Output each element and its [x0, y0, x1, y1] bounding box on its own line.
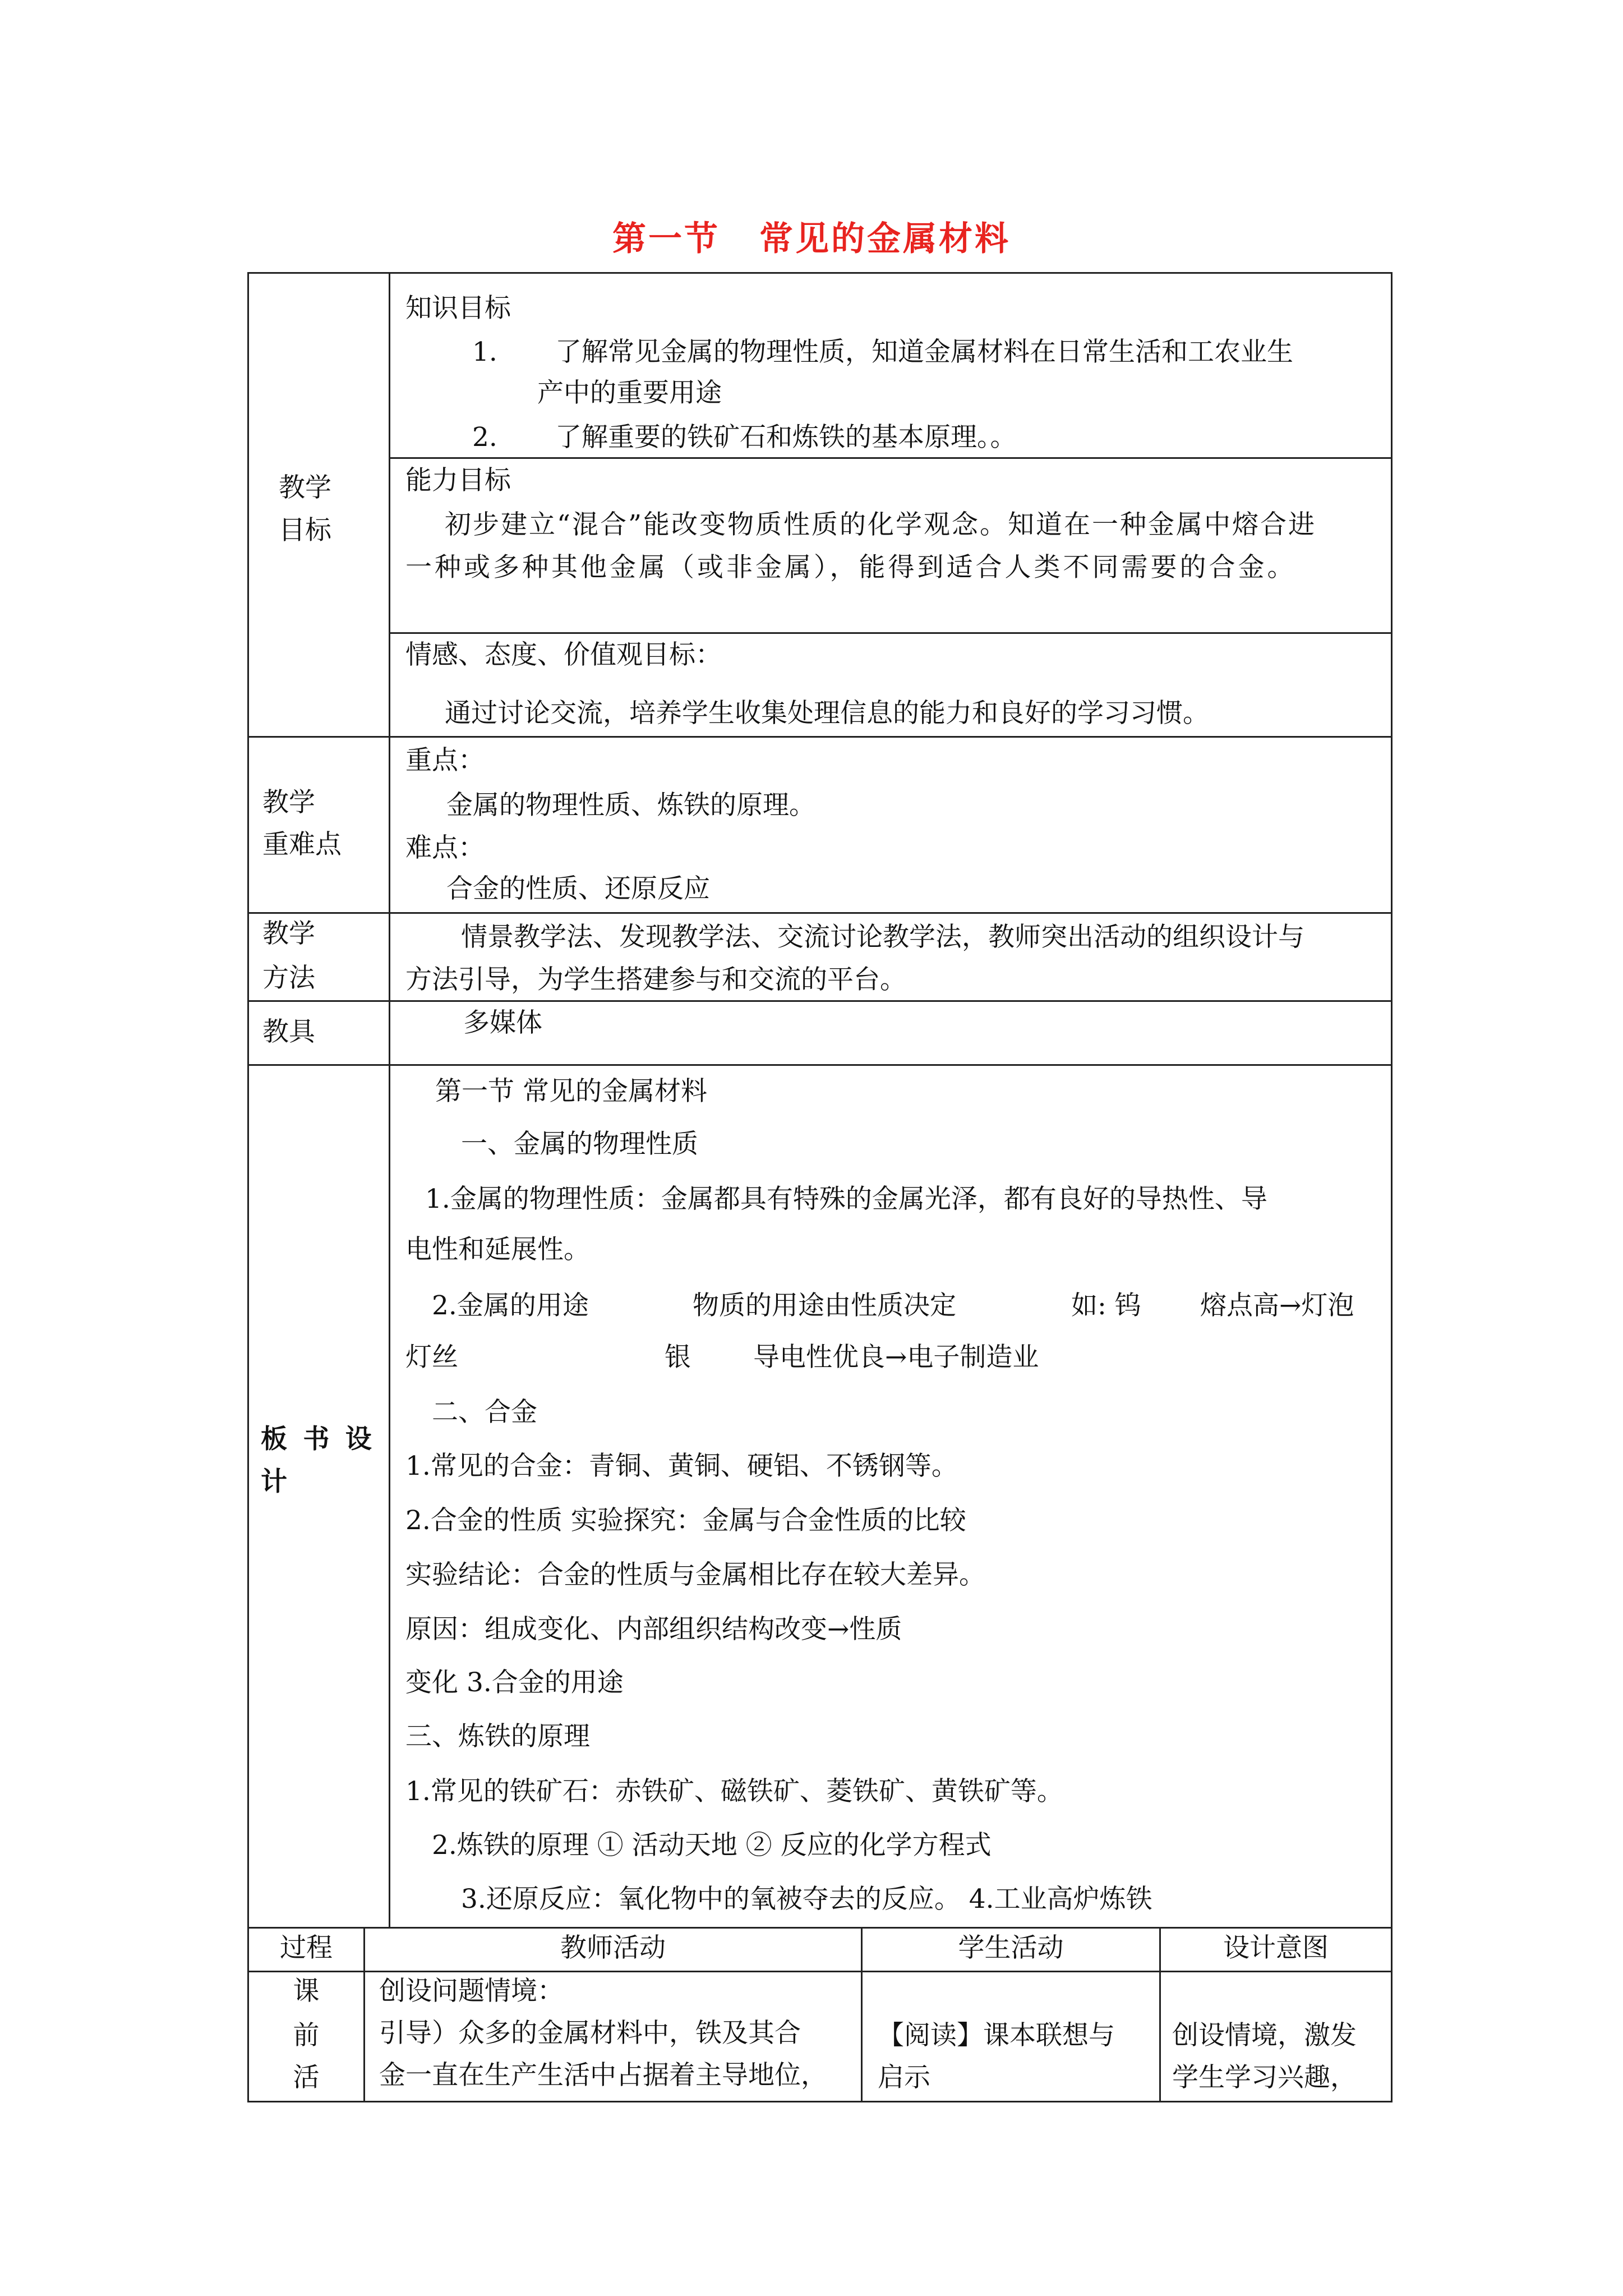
ability-line2: 一种或多种其他金属（或非金属），能得到适合人类不同需要的合金。 — [405, 552, 1297, 583]
board-label-1: 板 书 设 — [261, 1424, 375, 1455]
knowledge-heading: 知识目标 — [405, 293, 511, 324]
stage-char-2: 前 — [293, 2020, 320, 2051]
teacher-line-1: 创设问题情境： — [379, 1976, 564, 2007]
teacher-line-2: 引导）众多的金属材料中，铁及其合 — [379, 2018, 801, 2049]
method-line1: 情景教学法、发现教学法、交流讨论教学法，教师突出活动的组织设计与 — [461, 922, 1304, 953]
board-line-12: 1.常见的合金：青铜、黄铜、硬铝、不锈钢等。 — [405, 1451, 958, 1481]
goals-label-1: 教学 — [279, 472, 331, 503]
key-point-heading: 重点： — [405, 745, 485, 776]
board-line-3: 电性和延展性。 — [405, 1234, 590, 1265]
board-line-17: 三、炼铁的原理 — [405, 1721, 590, 1752]
tools-label: 教具 — [262, 1016, 315, 1047]
key-point-text: 金属的物理性质、炼铁的原理。 — [446, 790, 815, 821]
header-teacher: 教师活动 — [560, 1932, 666, 1963]
stage-char-3: 活 — [293, 2062, 320, 2093]
emotion-heading: 情感、态度、价值观目标： — [405, 639, 722, 670]
student-line-1: 【阅读】课本联想与 — [878, 2020, 1115, 2051]
board-line-16: 变化 3.合金的用途 — [405, 1667, 624, 1698]
method-line2: 方法引导，为学生搭建参与和交流的平台。 — [405, 964, 906, 995]
goals-label-2: 目标 — [279, 515, 331, 546]
difficulty-label-2: 重难点 — [262, 829, 342, 860]
header-intent: 设计意图 — [1223, 1932, 1329, 1963]
board-line-1: 一、金属的物理性质 — [461, 1129, 698, 1159]
knowledge-item1-line2: 产中的重要用途 — [537, 378, 722, 408]
board-line-4: 2.金属的用途 — [432, 1290, 589, 1321]
board-line-6: 如: 钨 — [1071, 1290, 1141, 1321]
board-line-11: 二、合金 — [432, 1397, 537, 1428]
emotion-line1: 通过讨论交流，培养学生收集处理信息的能力和良好的学习习惯。 — [445, 698, 1209, 729]
board-line-20: 3.还原反应：氧化物中的氧被夺去的反应。 4.工业高炉炼铁 — [461, 1884, 1152, 1915]
title-part2: 常见的金属材料 — [759, 219, 1011, 259]
title-part1: 第一节 — [612, 219, 720, 259]
board-line-2: 1.金属的物理性质：金属都具有特殊的金属光泽，都有良好的导热性、导 — [425, 1184, 1267, 1214]
board-line-0: 第一节 常见的金属材料 — [435, 1076, 707, 1107]
teacher-line-3: 金一直在生产生活中占据着主导地位， — [379, 2060, 827, 2091]
hard-point-heading: 难点： — [405, 832, 485, 863]
board-line-14: 实验结论：合金的性质与金属相比存在较大差异。 — [405, 1559, 985, 1590]
board-line-7: 熔点高→灯泡 — [1200, 1290, 1354, 1321]
board-line-8: 灯丝 — [405, 1342, 458, 1373]
header-process: 过程 — [280, 1932, 333, 1963]
difficulty-label-1: 教学 — [262, 787, 315, 818]
board-line-15: 原因：组成变化、内部组织结构改变→性质 — [405, 1614, 902, 1645]
tools-text: 多媒体 — [463, 1007, 542, 1038]
method-label-2: 方法 — [262, 963, 315, 993]
knowledge-item1-num: 1. — [472, 337, 497, 367]
method-label-1: 教学 — [262, 918, 315, 949]
page-title — [0, 212, 1623, 260]
board-line-19: 2.炼铁的原理 ① 活动天地 ② 反应的化学方程式 — [432, 1830, 992, 1861]
student-line-2: 启示 — [878, 2062, 930, 2093]
knowledge-item2-text: 了解重要的铁矿石和炼铁的基本原理。。 — [555, 422, 1017, 453]
board-line-13: 2.合金的性质 实验探究：金属与合金性质的比较 — [405, 1505, 966, 1536]
knowledge-item1-line1: 了解常见金属的物理性质，知道金属材料在日常生活和工农业生 — [555, 337, 1293, 367]
intent-line-1: 创设情境，激发 — [1172, 2020, 1357, 2051]
board-line-10: 导电性优良→电子制造业 — [753, 1342, 1039, 1373]
board-line-5: 物质的用途由性质决定 — [693, 1290, 956, 1321]
board-line-9: 银 — [665, 1342, 691, 1373]
ability-heading: 能力目标 — [405, 465, 511, 496]
board-line-18: 1.常见的铁矿石：赤铁矿、磁铁矿、菱铁矿、黄铁矿等。 — [405, 1776, 1063, 1807]
ability-line1: 初步建立“混合”能改变物质性质的化学观念。知道在一种金属中熔合进 — [445, 509, 1317, 540]
intent-line-2: 学生学习兴趣， — [1172, 2062, 1357, 2093]
header-student: 学生活动 — [958, 1932, 1064, 1963]
stage-char-1: 课 — [293, 1976, 320, 2007]
hard-point-text: 合金的性质、还原反应 — [446, 873, 710, 904]
knowledge-item2-num: 2. — [472, 422, 497, 453]
board-label-2: 计 — [261, 1466, 287, 1497]
